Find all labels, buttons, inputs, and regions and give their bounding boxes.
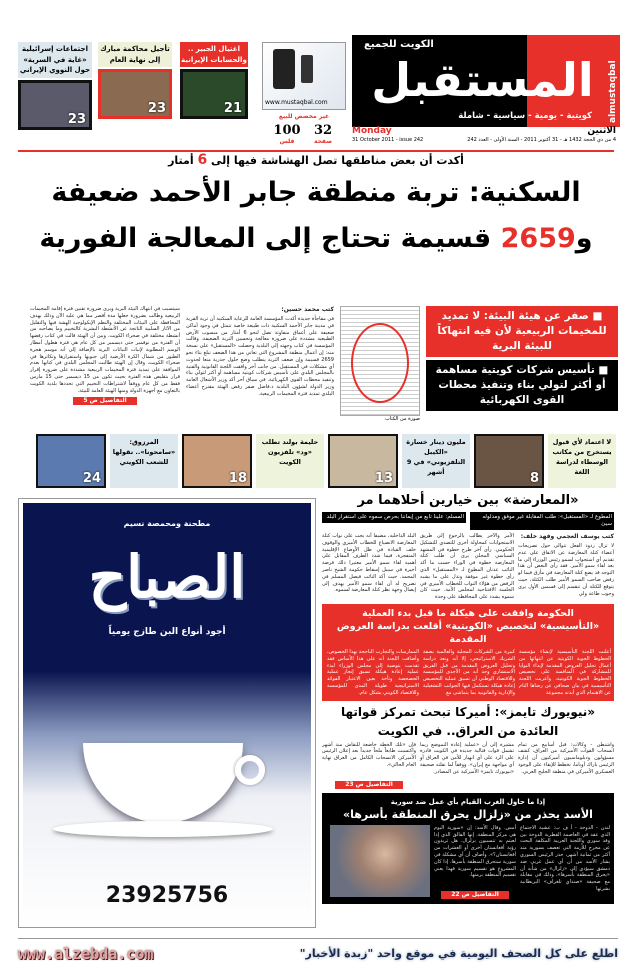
thumb-headline[interactable]: مليون دينار خسارة «الكيبل التلفزيوني» في 9 أشهر <box>402 434 470 488</box>
price-unit: فلس <box>279 138 295 145</box>
thumb-photo[interactable] <box>328 434 398 488</box>
privatization-box <box>322 604 614 701</box>
promo-headline[interactable]: اجتماعات إسرائيلية «غاية في السرية» حول النووي الإيراني <box>18 42 92 78</box>
headline-number: 2659 <box>500 223 576 254</box>
article-text: الممارسات والتجارب الناجحة بهذا الخصوص، وأضافت اللجنة أنه على هذا الأساس فقد تقدمت بتوصية إلى مجلس الوزراء لبدء عملية إعادة هيكلة تسبق إنجاز عملية الخصخصة وتأخذ بعين الاعتبار الفوائد الاستراتيجية طويلة المدى للمؤسسة وللاقتصاد الكويتي بشكل عام. <box>327 648 419 696</box>
byline: كتب يوسف العجمي وفهد خلف: <box>520 533 614 540</box>
side-box[interactable]: ■ تأسيس شركات كويتية مساهمة أو أكثر لتولي بناء وتنفيذ محطات القوى الكهربائية <box>426 360 618 411</box>
price-value: 100 <box>273 123 301 138</box>
opposition-headline[interactable]: «المعارضة» بين خيارين أحلاهما مر <box>357 493 579 508</box>
right-column <box>322 492 614 904</box>
assad-headline[interactable]: الأسد يحذر من «زلزال يحرق المنطقة بأسرها» <box>343 807 593 821</box>
quote-label: المسلم: علينا تابع من إيماننا بحرص سموه على استقرار البلد <box>322 512 466 523</box>
thumb-headline[interactable]: لا اعتماد لأي قبول يستخرج من مكاتب الوسطاء لدراسة اللغة <box>548 434 616 488</box>
red-circle-annotation <box>351 323 409 403</box>
lead-column-1 <box>186 306 334 398</box>
promo-headline[interactable]: تأجيل محاكمة مبارك إلى نهاية العام <box>98 42 172 67</box>
website-ad-url: www.mustaqbal.com <box>265 99 328 106</box>
nyt-headline-1[interactable]: «نيويورك تايمز»: أميركا تبحث تمركز قواتها <box>340 704 596 719</box>
phone-icon <box>301 55 313 83</box>
day-arabic: الاثنين <box>587 126 616 136</box>
ad-slogan-bottom: أجود أنواع البن طازج يومياً <box>108 627 226 637</box>
article-text: كبيرة من الشركات المحلية والعالمية بصفة الشريك الاستراتيجي، إلا أنه وبعد دراسة وتحليل العروض المقدمة من قبل الفريق الاستشاري وجد أنه من الأجدى للمؤسسة وللاقتصاد الوطني أن تسبق عملية التخصيص إعادة هيكلة تستكمل فيها الجوانب التشغيلية والإدارية والقانونية بما يتماشى مع <box>423 648 515 696</box>
page-count <box>306 123 340 145</box>
page-number: 18 <box>228 471 247 486</box>
price-fils <box>270 123 304 145</box>
newspaper-logo: المستقبل <box>371 53 594 107</box>
opposition-column-1 <box>518 533 614 597</box>
headline-text: قسيمة تحتاج إلى المعالجة الفورية <box>39 223 492 254</box>
assad-kicker: إذا ما حاول الغرب القيام بأي عمل ضد سورية <box>390 797 546 806</box>
promo[interactable] <box>98 42 172 119</box>
document-photo <box>340 306 420 416</box>
lead-story <box>18 306 618 423</box>
page-count-value: 32 <box>313 123 333 138</box>
article-text: سيتسبب في انتهاك البيئة البرية ويرى ضرورة تقنين فترة إقامة المخيمات الربيعية وطالب بضرورة جعلها مدة أقصر مما هي عليه الآن وذلك بهدف المحافظة على البيئات المختلفة والنظم الإيكولوجية الهشة فيها والتقليل من الآثار السلبية الناتجة عن الأنشطة البشرية كالتخييم وما يصاحبه من أنشطة مختلفة في صحراء الكويت. وبين أن الهيئة قالت في كتاب رفضها أن الفترة من نوفمبر حتى ديسمبر من كل عام هي فترة هطول أمطار الوسم المطلوبة لإنبات النباتات البرية بالإضافة إلى أنه موسم هجرة الطيور من شمال الكرة الأرضية إلى جنوبها واستقرارها وتكاثرها في صحراء الكويت، وقال إن الهيئة طالبت المجلس البلدي في كتابها بعدم الموافقة على تمديد فترة المخيمات الربيعية مشددة على ضرورة إقرار قرار بتقليص هذه الفترة بحيث تكون من 15 ديسمبر حتى 15 مارس فقط من كل عام ووفقاً لاشتراطات التخييم التي تحددها بلدية الكويت بالتعاون مع أجهزة الدولة ومنها الهيئة العامة للبيئة. <box>30 306 181 394</box>
side-box[interactable]: ■ صفر عن هيئة البيئة: لا تمديد للمخيمات الربيعية لأن فيه انتهاكاً للبيئة البرية <box>426 306 618 357</box>
nyt-column-3: فإن «تلك الخطة خاضعة للنقاش منذ أشهر واكتسبت طابعاً ملحاً جديداً بعد إعلان الرئيس الأميركي الانسحاب الكامل من العراق نهاية العام الحالي». <box>322 741 416 768</box>
thumb-headline[interactable]: المرزوق: «سامحونا».. نقولها للشعب الكويتي <box>110 434 178 488</box>
kicker-text: أكدت أن بعض مناطقها تصل الهشاشة فيها إلى <box>211 154 464 167</box>
kicker-number: 6 <box>197 152 208 168</box>
article-text: أعلنت اللجنة التأسيسية لإنشاء مؤسسة الخطوط الجوية الكويتية عن انتهائها من أعمال تحليل العروض المقدمة لإبداء النوايا للمشاركة في المنافسة على تخصيص الخطوط الجوية الكويتية، وأعربت اللجنة التأسيسية في بيان صحافي عن رضاها التام عن الاهتمام الذي أبدته مجموعة <box>519 648 611 696</box>
masthead-tagline-bottom: كويتية - يومية - سياسية - شاملة <box>458 111 592 121</box>
promo[interactable] <box>180 42 248 119</box>
page-number: 24 <box>82 471 101 486</box>
document-photo-wrap <box>340 306 420 423</box>
promo-headline[interactable]: اغتيال الجبير .. والحسابات الإيرانية <box>180 42 248 67</box>
article-text: في مفاجأة جديدة أكدت المؤسسة العامة للرعاية السكنية أن تربة القرية في مدينة جابر الأحمد السكنية ذات طبيعة خاصة تتمثل في وجود أماكن ضعيفة على أعماق متفاوتة تصل لنحو 6 أمتار من منسوب الأرض الطبيعية مشددة على ضرورة معالجة وتحسين التربة الضعيفة. وقالت المؤسسة في كتاب وجهته إلى البلدية وحصلت «المستقبل» على نسخة منه: إن أعمال منطقة المشروع التي تعاني من هذا الضعف تبلغ بناء نحو 2659 قسيمة وإن ضعف التربة يتطلب وضع حلول جذرية منعا لحدوث أي مشكلات في المستقبل. من جانب آخر وافقت اللجنة القانونية والفنية بالمجلس البلدي على تأسيس شركات كويتية مساهمة أو أكثر لتولي بناء وتنفيذ محطات القوى الكهربائية. في سياق آخر أكد وزير الأشغال العامة وزير الدولة لشؤون البلدية د.فاضل صفر رفض الهيئة مقترح أعضاء البلدي تمديد فترة المخيمات الربيعية. <box>186 316 334 397</box>
date-arabic: 4 من ذي الحجة 1432 هـ - 31 أكتوبر 2011 - السنة الأولى - العدد 242 <box>467 137 616 143</box>
promo-photo[interactable] <box>180 69 248 119</box>
divider <box>18 150 614 152</box>
thumb-photo[interactable] <box>36 434 106 488</box>
opposition-columns <box>322 533 614 601</box>
page-number: 8 <box>529 471 539 486</box>
promo-photo[interactable] <box>18 80 92 130</box>
privatization-kicker: الحكومة وافقت على هيكلة ما قبل بدء العملية <box>362 607 574 619</box>
article-text: لندن - الدوحة - أ ف ب: عشية الاجتماع الذي عقد في العاصمة القطرية الدوحة بين وفد سوري واللجنة العربية المكلفة البحث عن مخرج للأزمة التي تعصف بسورية منذ أكثر من ثمانية أشهر، حذر الرئيس السوري بشار الأسد من أن أي عمل غربي ضد دمشق سيؤدي إلى «زلزال» من شأنه أن «يحرق المنطقة بأسرها»، وذلك في مقابلة مع صحيفة «صنداي تلغراف» البريطانية نشرتها <box>520 824 610 892</box>
masthead-tagline-top: الكويت للجميع <box>364 39 434 50</box>
headline-text: و <box>575 223 593 254</box>
thumb-photo[interactable] <box>182 434 252 488</box>
details-link[interactable]: التفاصيل ص 23 <box>335 781 403 789</box>
thumb-headline[interactable]: حليمة بولند تطلب «ود» تلفزيون الكويت <box>256 434 324 488</box>
nyt-column-2: مشيرة إلى أن «عملية إعادة التموضع ربما تشمل قوات قتالية جديدة في الكويت قادرة على الرد على أي انهيار للأمن في العراق أو أي مواجهة مع إيران». ووفقاً لما نقلته صحيفة «نيويورك تايمز» الأميركية عن المصادر. <box>420 741 514 775</box>
nyt-column-1: واشنطن - وكالات: قبل أسابيع من تمام انسحاب القوات الأميركية من العراق، كشف مسؤولون ودبلوماسيون أميركيون أن إدارة الرئيس باراك أوباما، تخطط للإبقاء على الوجود العسكري الأميركي في منطقة الخليج العربي. <box>518 741 614 775</box>
coffee-advertisement[interactable] <box>18 498 316 928</box>
footer-banner[interactable] <box>18 944 618 964</box>
date-english: 31 October 2011 - issue 242 <box>352 137 424 143</box>
side-boxes <box>426 306 618 411</box>
tablet-icon <box>273 49 295 89</box>
page-count-unit: صفحة <box>313 138 333 145</box>
page-number: 23 <box>147 101 166 116</box>
lead-headlines <box>18 170 614 262</box>
divider <box>18 938 618 939</box>
coffee-cup-icon <box>83 743 243 823</box>
masthead <box>352 35 620 127</box>
details-link[interactable]: التفاصيل ص 22 <box>441 891 509 899</box>
website-ad[interactable] <box>262 42 346 110</box>
article-text: أمس. وقال الأسد: إن «سورية اليوم هي مركز المنطقة. إنها الفالق الذي إذا لعبتم به تتسببون بزلزال. هل تريدون رؤية أفغانستان أخرى أو العشرات من أفغانستان؟». وأضاف أن أي مشكلة في سورية ستحرق المنطقة بأسرها. إذا كان المشروع هو تقسيم سورية فهذا يعني تقسيم المنطقة برمتها. <box>434 824 516 879</box>
page-number: 13 <box>374 471 393 486</box>
day-english: Monday <box>352 126 392 136</box>
lead-kicker <box>18 153 614 168</box>
assad-box <box>322 793 614 904</box>
opposition-column-2: الأمر والآخر يطالب بالرجوع إلى طريق الاستجوابات كمحاولة أخرى للتصدي للتشكيل الحكومي. رأى آخر طرح خطوة في المشهد السياسي المحلي يرى أن طلب كتلة المعارضة خطوة في الوراء حسب ما أكد النائب عدنان المطوع لـ «المستقبل» الذي رأى خطوة غير موفقة وتدل على ما يشبه الرفض من هؤلاء النواب للخطاب الأميري في الجلسة الافتتاحية لمجلس الأمة. حيث كان سموه يشدد على المحافظة على وحدة <box>420 533 514 601</box>
page-number: 21 <box>223 101 242 116</box>
footer-text: اطلع على كل الصحف اليومية في موقع واحد "زبدة الأخبار" <box>299 947 618 960</box>
article-text: لا تزال ردود الفعل تتوالى حول تصريحات أعضاء كتلة المعارضة عن الاتفاق على عدم تقديم أي استجواب لسمو رئيس الوزراء إلى ما بعد لقاء سمو الأمير. فقد رأى البعض أن هذا التوجه قد يضع كتلة المعارضة في مأزق فيما لو رفض صاحب السمو الأمير طلب الكتلة، حيث يتوقع للكتلة أن تنقسم إلى قسمين الأول يرى وجوب طاعة ولي <box>518 543 614 597</box>
ad-slogan-top: مطحنة ومحمصة نسيم <box>123 519 211 528</box>
byline: كتب محمد حسين: <box>281 306 334 313</box>
saucer-icon <box>53 821 273 837</box>
privatization-headline[interactable]: «التأسيسية» لتخصيص «الكويتية» أقلعت بدراسة العروض المقدمة <box>336 620 600 645</box>
promo[interactable] <box>18 42 92 130</box>
quote-labels <box>322 512 614 530</box>
lead-headline-1[interactable]: السكنية: تربة منطقة جابر الأحمد ضعيفة <box>51 177 581 208</box>
ad-phone-number: 23925756 <box>105 883 229 908</box>
photo-caption: صورة من الكتاب <box>385 416 420 422</box>
kicker-text: أمتار <box>168 154 194 167</box>
lead-headline-2[interactable] <box>18 216 614 262</box>
nyt-columns <box>322 742 614 790</box>
thumb-photo[interactable] <box>474 434 544 488</box>
promo-photo[interactable] <box>98 69 172 119</box>
quote-label: المطوع لـ «المستقبل»: طلب المقابلة غير موفق ومدلوله سيئ <box>470 512 614 530</box>
details-link[interactable]: التفاصيل ص 5 <box>73 397 136 405</box>
assad-photo <box>330 825 430 897</box>
ad-brand: الصباح <box>88 543 246 611</box>
lead-column-2 <box>30 306 180 405</box>
masthead-latin: almustaqbal <box>608 60 618 123</box>
not-for-sale: غير مخصص للبيع <box>278 113 330 120</box>
nyt-headline-2[interactable]: العائدة من العراق.. في الكويت <box>377 723 559 738</box>
dateline <box>352 126 620 150</box>
thumbnail-strip <box>26 434 616 488</box>
footer-url[interactable]: www.alzebda.com <box>18 945 154 963</box>
page-number: 23 <box>67 111 86 127</box>
opposition-column-3: البلد الداخلية، مضيفا أنه يجب على نواب كتلة المعارضة الانصياع للخطاب الأميري والوقوف خلف القيادة في ظل الأوضاع الإقليمية المتفجرة، فيما شدد الطرف المقابل على أهمية لقاء سمو الأمير معتبرا ذلك فرصة أخيرة في سبيل إسقاط حكومة الشيخ ناصر المحمد. حيث أكد النائب فيصل المسلم في تصريح له أن لقاء سمو الأمير يهدف إلى إيصال وجهة نظر كتلة المعارضة لسموه. <box>322 533 416 594</box>
